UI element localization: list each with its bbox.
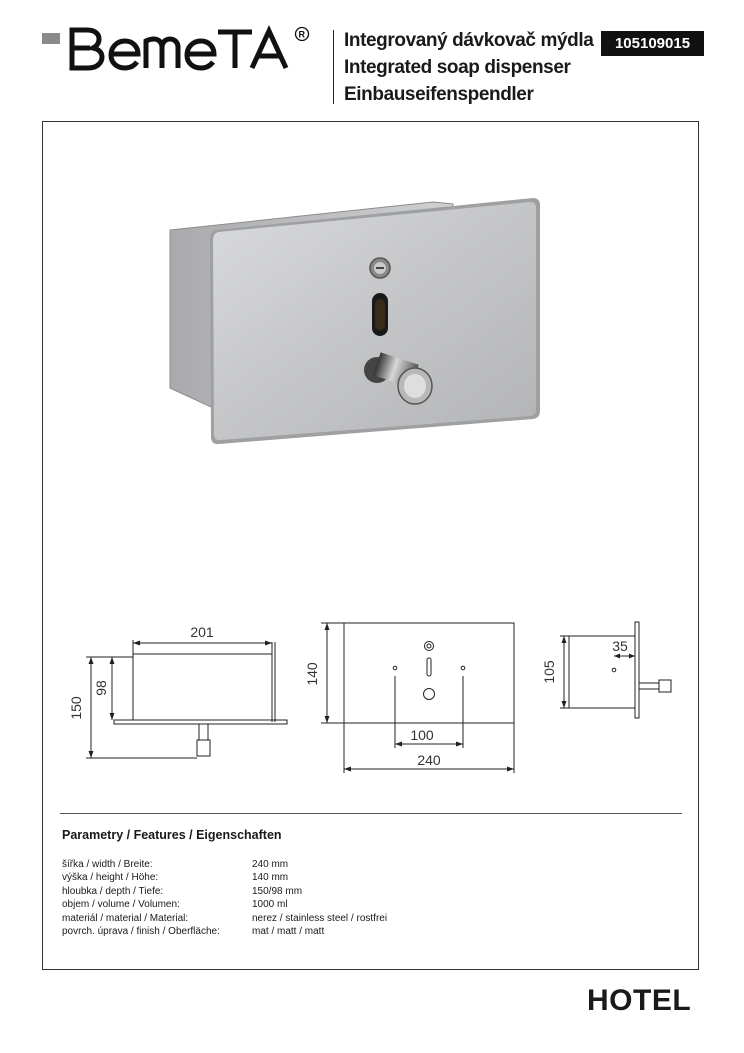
feature-value: mat / matt / matt [252,926,325,938]
feature-row [62,898,387,911]
feature-value: 1000 ml [252,899,288,911]
dim-front-width: 240 [417,752,441,768]
feature-label: hloubka / depth / Tiefe: [62,885,164,897]
feature-row [62,871,387,884]
dim-right-offset: 35 [612,638,628,654]
feature-value: nerez / stainless steel / rostfrei [252,912,388,924]
feature-row [62,912,387,925]
feature-value: 240 mm [252,859,289,870]
section-divider [60,813,682,814]
dim-side-depth-inner: 98 [93,680,109,696]
feature-value: 140 mm [252,872,289,884]
feature-label: povrch. úprava / finish / Oberfläche: [62,926,220,938]
front-view-drawing [321,623,514,773]
features-heading: Parametry / Features / Eigenschaften [62,828,282,842]
feature-label: výška / height / Höhe: [62,872,159,884]
product-titles [344,27,593,108]
feature-row [62,925,387,938]
title-english: Integrated soap dispenser [344,57,571,78]
feature-label: materiál / material / Material: [62,912,189,924]
feature-row [62,858,387,871]
dim-side-depth-total: 150 [68,696,84,720]
feature-label: objem / volume / Volumen: [62,899,180,911]
header-divider [333,30,334,104]
bemeta-logo [38,22,328,78]
side-view-drawing [86,640,287,758]
category-label: HOTEL [587,984,692,1017]
bemeta-logo-graphic [38,22,328,78]
feature-label: šířka / width / Breite: [62,859,153,870]
svg-text:R: R [298,29,305,40]
dim-front-hole-spacing: 100 [410,727,434,743]
product-photo [163,192,551,450]
feature-row [62,885,387,898]
technical-drawings [62,618,692,778]
dim-front-height: 140 [304,662,320,686]
feature-value: 150/98 mm [252,885,303,897]
right-view-drawing [560,622,671,718]
product-code-badge: 105109015 [601,31,704,56]
dim-side-width: 201 [190,624,214,640]
dim-right-height: 105 [541,660,557,684]
title-german: Einbauseifenspendler [344,84,534,105]
title-czech: Integrovaný dávkovač mýdla [344,30,594,51]
features-table [62,858,387,938]
